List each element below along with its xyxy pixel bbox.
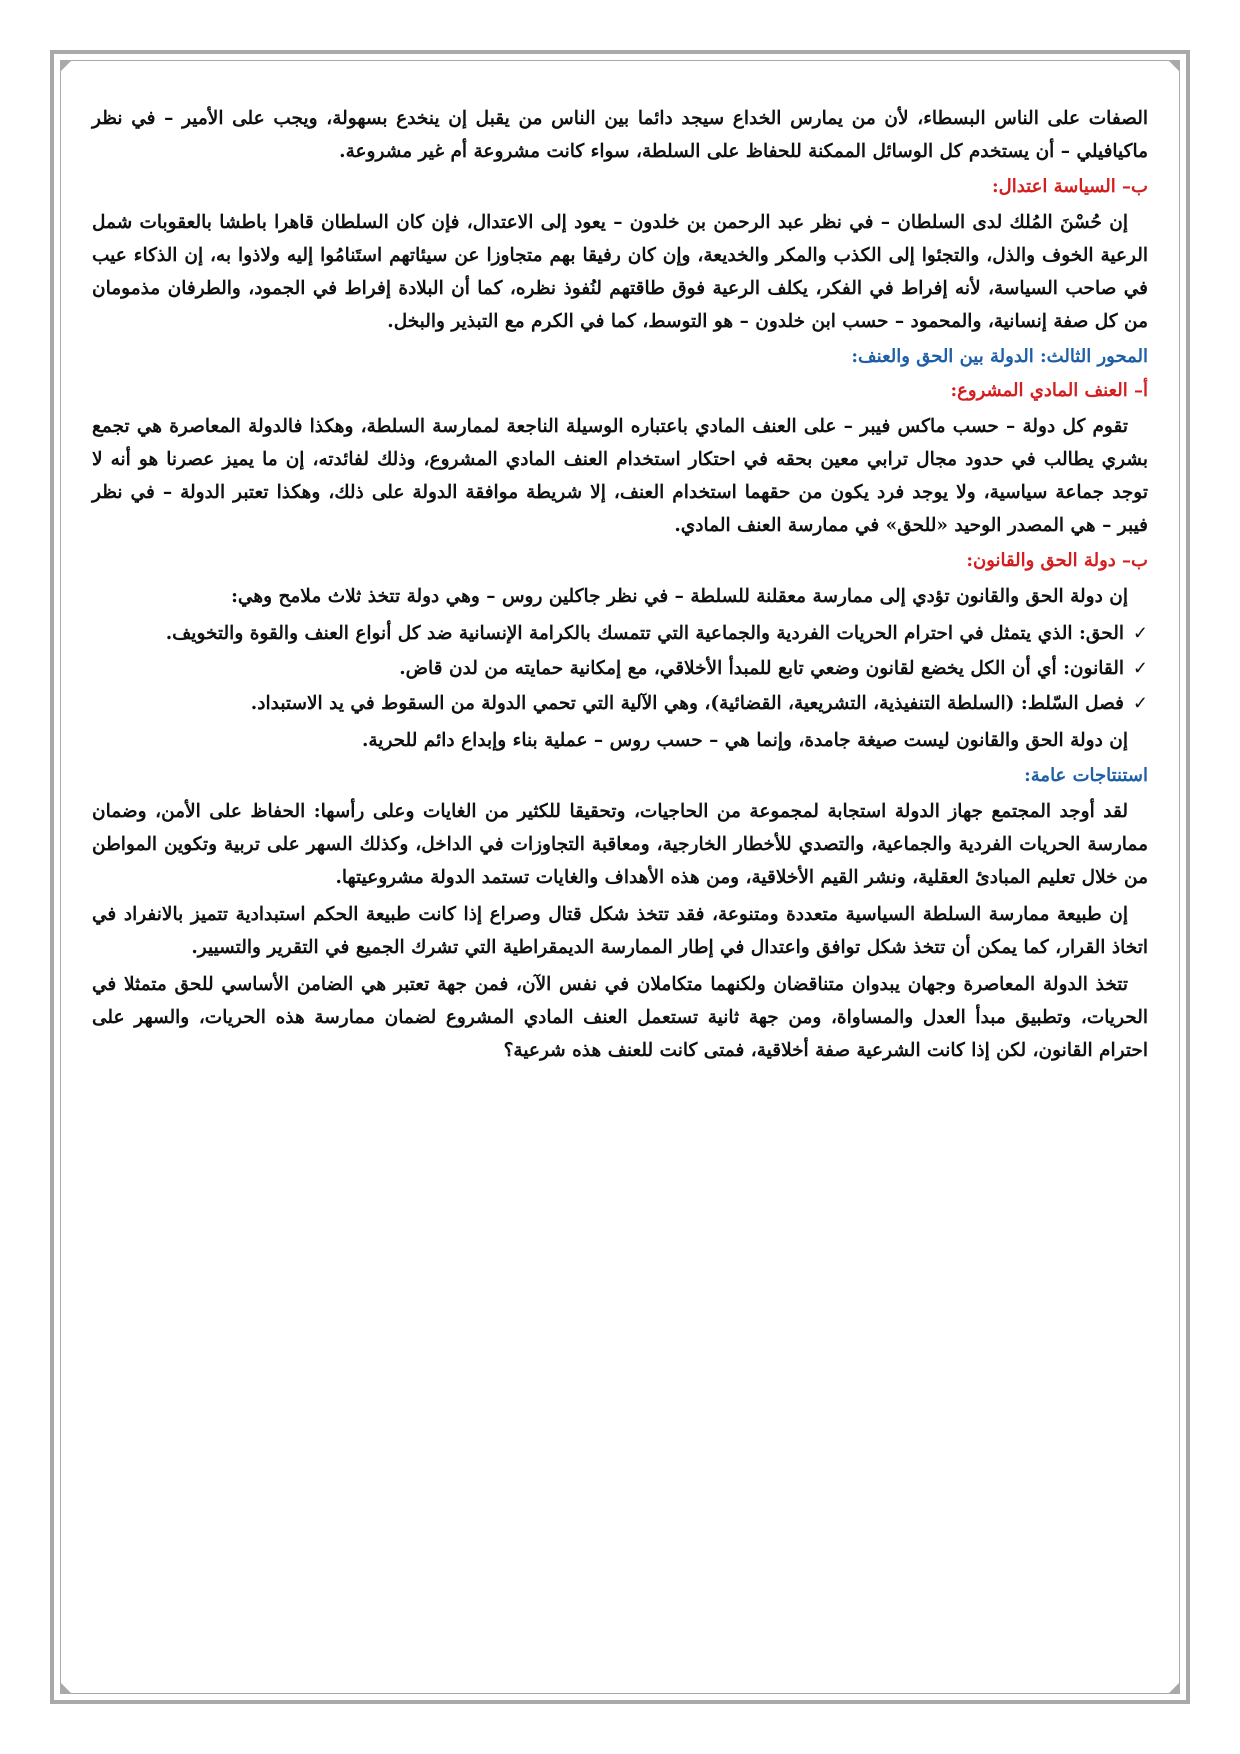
- paragraph-conclusion-three: تتخذ الدولة المعاصرة وجهان يبدوان متناقضان ولكنهما متكاملان في نفس الآن، فمن جهة تعتبر هي الضامن الأساسي للحق متمثلا في الحريات، وتطبيق مبدأ العدل والمساواة، ومن جهة ثانية تستعمل العنف المادي المشروع لضمان ممارسة هذه الحريات، والسهر على احترام القانون، لكن إذا كانت الشرعية صفة أخلاقية، فمتى كانت للعنف هذه شرعية؟: [92, 974, 1148, 1061]
- corner-ornament-bottom-left: [60, 1682, 72, 1694]
- paragraph-conclusion-one: لقد أوجد المجتمع جهاز الدولة استجابة لمجموعة من الحاجيات، وتحقيقا للكثير من الغايات وعلى رأسها: الحفاظ على الأمن، وضمان ممارسة الحريات الفردية والجماعية، والتصدي للأخطار الخارجية، ومعاقبة التجاوزات في الداخل، وكذلك السهر على تربية وتكوين المواطن من خلال تعليم المبادئ العقلية، ونشر القيم الأخلاقية، ومن هذه الأهداف والغايات تستمد الدولة مشروعيتها.: [92, 801, 1148, 888]
- paragraph-conclusion-two: إن طبيعة ممارسة السلطة السياسية متعددة ومتنوعة، فقد تتخذ شكل قتال وصراع إذا كانت طبيعة الحكم استبدادية تتميز بالانفراد في اتخاذ القرار، كما يمكن أن تتخذ شكل توافق واعتدال في إطار الممارسة الديمقراطية التي تشرك الجميع في التقرير والتسيير.: [92, 904, 1148, 958]
- checklist-item: [92, 652, 1148, 685]
- checkmark-icon: ✓: [1132, 693, 1148, 714]
- checklist-item-text: الحق: الذي يتمثل في احترام الحريات الفردية والجماعية التي تتمسك بالكرامة الإنسانية ضد كل أنواع العنف والقوة والتخويف.: [165, 623, 1124, 644]
- corner-ornament-top-left: [60, 60, 72, 72]
- checklist-item-text: فصل السّلط: (السلطة التنفيذية، التشريعية، القضائية)، وهي الآلية التي تحمي الدولة من السقوط في يد الاستبداد.: [250, 693, 1124, 714]
- heading-axis-three: المحور الثالث: الدولة بين الحق والعنف:: [851, 346, 1148, 367]
- heading-general-conclusions: استنتاجات عامة:: [1024, 765, 1148, 786]
- checkmark-icon: ✓: [1132, 623, 1148, 644]
- corner-ornament-bottom-right: [1168, 1682, 1180, 1694]
- checklist-item: [92, 687, 1148, 720]
- checklist-item-text: القانون: أي أن الكل يخضع لقانون وضعي تابع للمبدأ الأخلاقي، مع إمكانية حمايته من لدن قاض.: [399, 658, 1124, 679]
- paragraph-max-weber: تقوم كل دولة – حسب ماكس فيبر – على العنف المادي باعتباره الوسيلة الناجعة لممارسة السلطة، وهكذا فالدولة المعاصرة هي تجمع بشري يطالب في حدود مجال ترابي معين بحقه في احتكار استخدام العنف المادي المشروع، وذلك لفائدته، إن ما يميز عصرنا هو أنه لا توجد جماعة سياسية، ولا يوجد فرد يكون من حقهما استخدام العنف، إلا شريطة موافقة الدولة على ذلك، وهكذا تعتبر الدولة – في نظر فيبر – هي المصدر الوحيد «للحق» في ممارسة العنف المادي.: [92, 416, 1148, 536]
- paragraph-rule-of-law-conclusion: إن دولة الحق والقانون ليست صيغة جامدة، وإنما هي – حسب روس – عملية بناء وإبداع دائم للحرية.: [361, 730, 1128, 751]
- heading-legitimate-violence: أ– العنف المادي المشروع:: [950, 380, 1148, 401]
- paragraph-ibn-khaldun: إن حُسْنَ المُلك لدى السلطان – في نظر عبد الرحمن بن خلدون – يعود إلى الاعتدال، فإن كان السلطان قاهرا باطشا بالعقوبات شمل الرعية الخوف والذل، والتجئوا إلى الكذب والمكر والخديعة، وإن كان رفيقا بهم متجاوزا عن سيئاتهم استَنامُوا إليه ولاذوا به، إن الذكاء عيب في صاحب السياسة، لأنه إفراط في الفكر، يكلف الرعية فوق طاقتهم لنُفوذ نظره، كما أن البلادة إفراط في الجمود، والطرفان مذمومان من كل صفة إنسانية، والمحمود – حسب ابن خلدون – هو التوسط، كما في الكرم مع التبذير والبخل.: [92, 212, 1148, 332]
- paragraph-jacqueline-russ: إن دولة الحق والقانون تؤدي إلى ممارسة معقلنة للسلطة – في نظر جاكلين روس – وهي دولة تتخذ ثلاث ملامح وهي:: [231, 586, 1128, 607]
- heading-rule-of-law: ب– دولة الحق والقانون:: [966, 550, 1148, 571]
- checklist-item: [92, 617, 1148, 650]
- corner-ornament-top-right: [1168, 60, 1180, 72]
- checkmark-icon: ✓: [1132, 658, 1148, 679]
- heading-politics-moderation: ب– السياسة اعتدال:: [991, 176, 1148, 197]
- document-body: [92, 102, 1148, 1071]
- paragraph-machiavelli: الصفات على الناس البسطاء، لأن من يمارس الخداع سيجد دائما بين الناس من يقبل إن ينخدع بسهولة، ويجب على الأمير – في نظر ماكيافيلي – أن يستخدم كل الوسائل الممكنة للحفاظ على السلطة، سواء كانت مشروعة أم غير مشروعة.: [92, 108, 1148, 162]
- features-checklist: [92, 617, 1148, 720]
